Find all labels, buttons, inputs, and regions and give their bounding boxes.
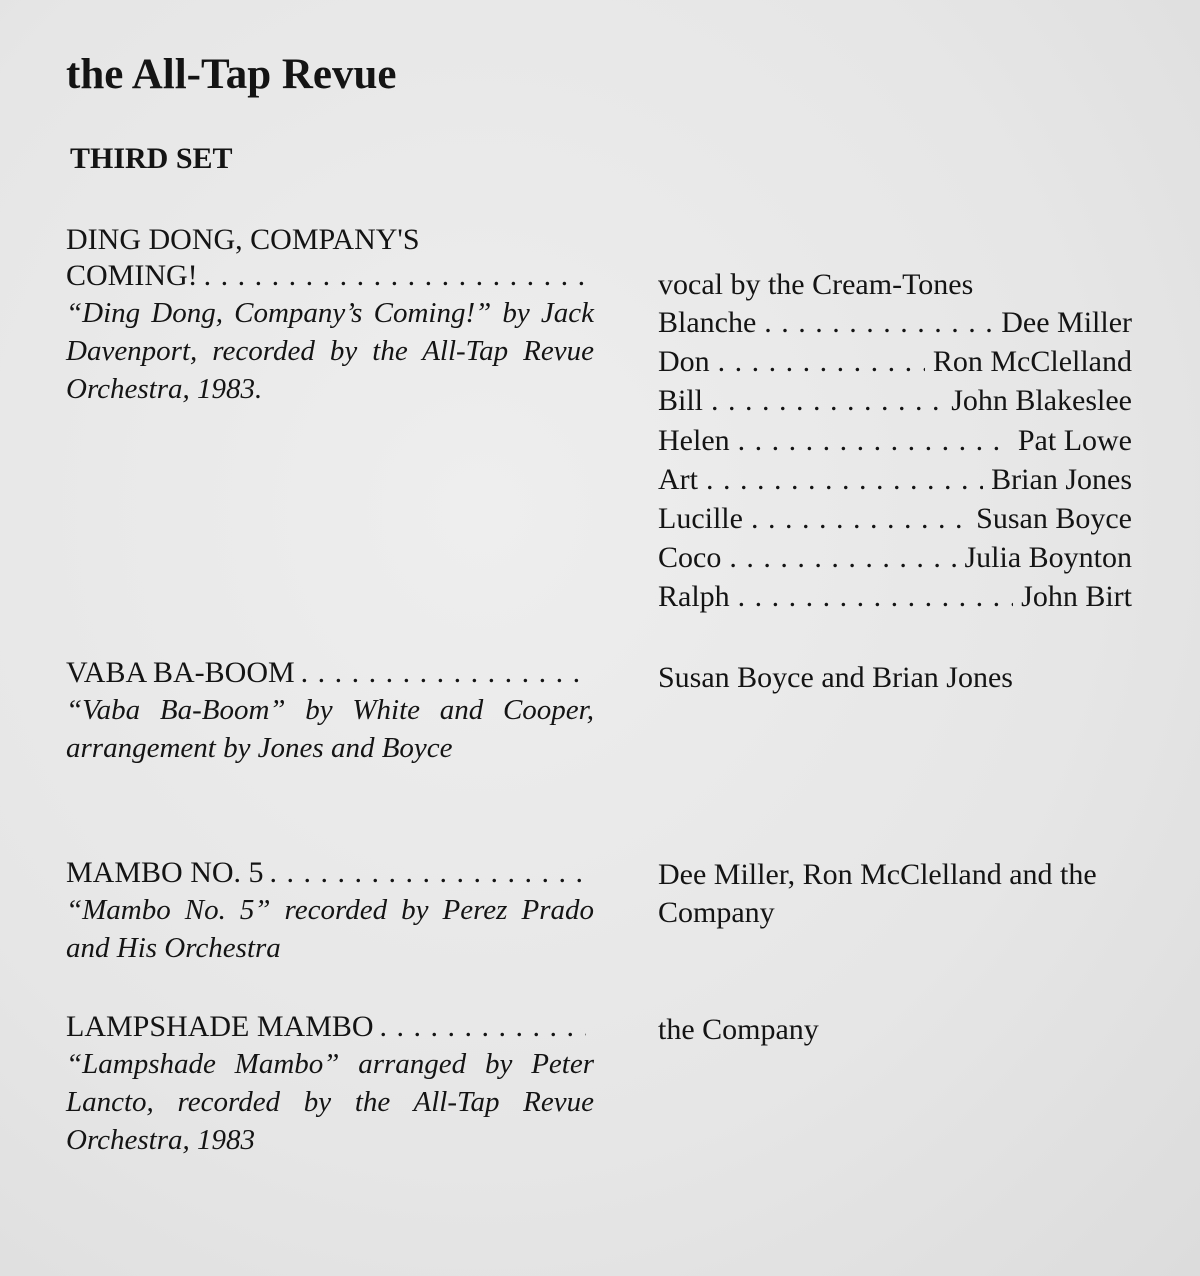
performers-text: vocal by the Cream-Tones: [658, 268, 974, 301]
cast-row: [658, 461, 1132, 500]
dot-leader: [380, 1009, 586, 1045]
cast-actor: Pat Lowe: [1017, 423, 1132, 457]
performers-ding-dong: [658, 266, 1138, 618]
cast-actor: Brian Jones: [991, 462, 1132, 496]
cast-actor: Susan Boyce: [976, 501, 1132, 535]
dot-leader: [764, 304, 993, 342]
cast-row: [658, 304, 1132, 343]
cast-row: [658, 539, 1132, 578]
cast-actor: Julia Boynton: [964, 541, 1132, 575]
cast-role: Ralph: [658, 580, 730, 614]
performers-text: Dee Miller, Ron McClelland and the Company: [658, 858, 1097, 929]
dot-leader: [751, 500, 968, 538]
performers-text: Susan Boyce and Brian Jones: [658, 661, 1013, 694]
dot-leader: [738, 422, 1010, 460]
set-heading: THIRD SET: [70, 142, 233, 175]
cast-role: Lucille: [658, 501, 743, 535]
number-mambo-no-5: [66, 855, 596, 967]
performers-lampshade-mambo: [658, 1011, 1138, 1049]
cast-row: [658, 343, 1132, 382]
cast-role: Art: [658, 462, 698, 496]
program-title: the All-Tap Revue: [66, 51, 397, 98]
cast-role: Helen: [658, 423, 730, 457]
number-title: LAMPSHADE MAMBO: [66, 1010, 374, 1043]
dot-leader: [718, 343, 925, 381]
number-credit: “Lampshade Mambo” arranged by Peter Lancto, recorded by the All-Tap Revue Orchestra, 1983: [66, 1048, 594, 1156]
number-vaba-ba-boom: [66, 655, 596, 767]
number-title-row: [66, 1009, 586, 1045]
number-ding-dong: [66, 222, 596, 408]
cast-actor: Dee Miller: [1001, 306, 1132, 339]
performers-vaba-ba-boom: [658, 659, 1138, 697]
dot-leader: [738, 578, 1013, 616]
number-title-row: [66, 258, 586, 294]
dot-leader: [729, 539, 956, 577]
number-lampshade-mambo: [66, 1009, 596, 1159]
cast-role: Don: [658, 345, 710, 379]
cast-role: Blanche: [658, 306, 757, 339]
dot-leader: [270, 855, 586, 891]
cast-row: [658, 578, 1132, 617]
number-credit: “Vaba Ba-Boom” by White and Cooper, arrangement by Jones and Boyce: [66, 694, 594, 764]
cast-row: [658, 500, 1132, 539]
cast-row: [658, 422, 1132, 461]
number-credit: “Mambo No. 5” recorded by Perez Prado and His Orchestra: [66, 894, 594, 964]
cast-actor: John Birt: [1021, 580, 1132, 614]
dot-leader: [711, 382, 943, 420]
number-title-line1: DING DONG, COMPANY'S: [66, 223, 420, 256]
cast-role: Bill: [658, 384, 704, 418]
number-title-row: [66, 855, 586, 891]
number-title-row: [66, 655, 586, 691]
dot-leader: [706, 461, 983, 499]
dot-leader: [204, 258, 586, 294]
number-credit: “Ding Dong, Company’s Coming!” by Jack Davenport, recorded by the All-Tap Revue Orchestra, 1983.: [66, 297, 594, 405]
cast-actor: Ron McClelland: [932, 345, 1132, 379]
performers-text: the Company: [658, 1013, 819, 1046]
cast-role: Coco: [658, 541, 722, 575]
cast-list: [658, 304, 1138, 618]
number-title: COMING!: [66, 259, 198, 292]
dot-leader: [301, 655, 586, 691]
cast-row: [658, 382, 1132, 421]
cast-actor: John Blakeslee: [951, 384, 1132, 418]
performers-mambo-no-5: [658, 856, 1138, 932]
number-title: MAMBO NO. 5: [66, 856, 264, 889]
number-title: VABA BA-BOOM: [66, 656, 295, 689]
